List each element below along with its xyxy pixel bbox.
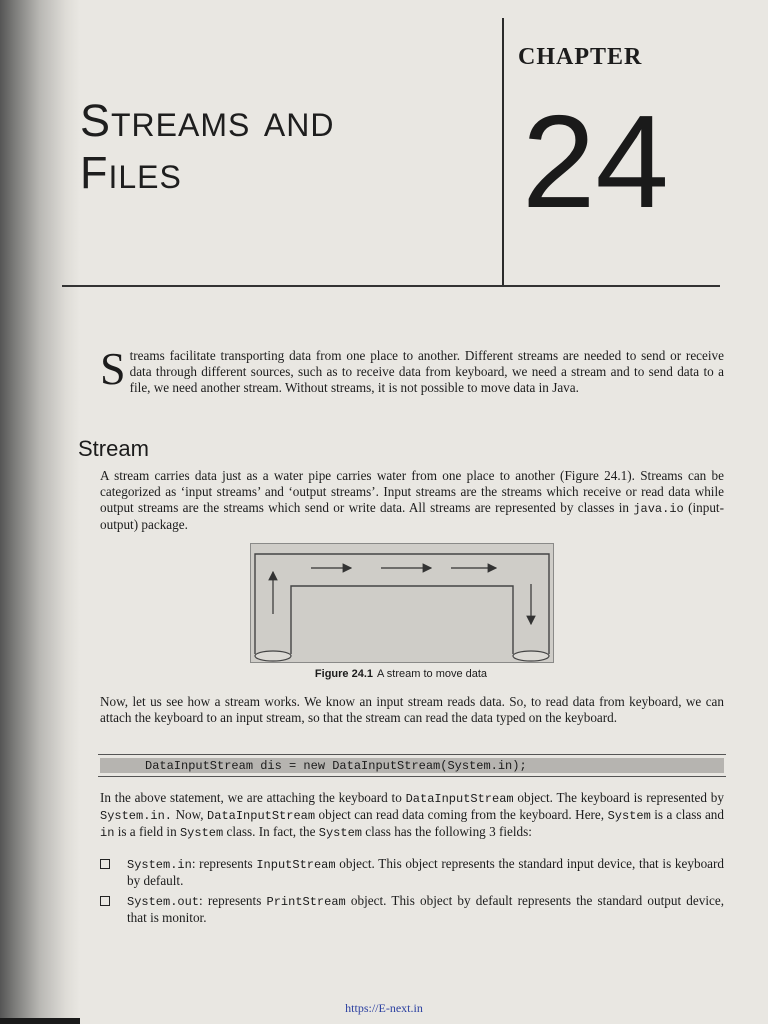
text: : represents: [199, 893, 267, 908]
text: In the above statement, we are attaching the keyboard to: [100, 790, 406, 805]
inline-code: System.out: [127, 895, 200, 909]
inline-code: DataInputStream: [207, 809, 316, 823]
stream-figure: [250, 543, 554, 663]
figure-caption-text: A stream to move data: [377, 668, 488, 680]
drop-cap: S: [100, 343, 126, 394]
code-rule-bottom: [98, 776, 726, 777]
page-bottom-edge: [0, 1018, 80, 1024]
text: : represents: [191, 856, 257, 871]
figure-caption: [250, 668, 552, 680]
pipe-right-opening: [513, 651, 549, 661]
inline-code: System: [318, 826, 362, 840]
code-line: DataInputStream dis = new DataInputStream(System.in);: [145, 759, 527, 773]
text: is a class and: [650, 807, 724, 822]
section-heading: Stream: [78, 436, 149, 461]
inline-code: System.in.: [100, 809, 173, 823]
text: class has the following 3 fields:: [361, 824, 532, 839]
intro-paragraph: [100, 343, 724, 396]
inline-code: DataInputStream: [405, 792, 514, 806]
text: object. The keyboard is represented by: [513, 790, 724, 805]
footer-link[interactable]: https://E-next.in: [345, 1001, 423, 1015]
chapter-title-line-2: Files: [80, 147, 182, 198]
chapter-title: [80, 95, 500, 199]
list-item: [100, 893, 724, 926]
explanation-paragraph: [100, 790, 724, 841]
text: object. This object by default represents the standard output device, that is monitor.: [127, 893, 724, 925]
checkbox-bullet-icon: [100, 859, 110, 869]
stream-paragraph-text: A stream carries data just as a water pipe carries water from one place to another (Figure 24.1). Streams can be categorized as ‘input streams’ and ‘output streams’. Input streams are the streams which receive or read data while output streams are the streams which send or write data. All streams are represented by classes in: [100, 468, 724, 515]
inline-code: System: [179, 826, 224, 840]
text: object can read data coming from the keyboard. Here,: [315, 807, 608, 822]
stream-paragraph: [100, 468, 724, 533]
stream-paragraph-text-end: (input-output) package.: [100, 500, 724, 532]
list-item: [100, 856, 724, 889]
system-fields-list: [100, 856, 724, 930]
text: is a field in: [114, 824, 180, 839]
figure-number: Figure 24.1: [314, 668, 373, 680]
inline-code: PrintStream: [266, 895, 346, 909]
checkbox-bullet-icon: [100, 896, 110, 906]
inline-code: java.io: [633, 502, 684, 516]
text: Now,: [172, 807, 208, 822]
chapter-label: CHAPTER: [518, 44, 643, 70]
pipe-left-opening: [255, 651, 291, 661]
header-vertical-divider: [502, 18, 504, 286]
how-stream-works-paragraph: Now, let us see how a stream works. We know an input stream reads data. So, to read data from keyboard, we can attach the keyboard to an input stream, so that the stream can read the data typed on the keyboard.: [100, 694, 724, 725]
inline-code: System: [607, 809, 651, 823]
inline-code: InputStream: [256, 858, 336, 872]
inline-code: System.in: [127, 858, 192, 872]
inline-code: in: [100, 826, 115, 840]
stream-pipe-diagram: [251, 544, 553, 662]
text: object. This object represents the standard input device, that is keyboard by default.: [127, 856, 724, 888]
code-rule-top: [98, 754, 726, 755]
header-horizontal-divider: [62, 285, 720, 287]
pipe-outline: [255, 554, 549, 654]
chapter-number: 24: [522, 88, 669, 235]
intro-text: treams facilitate transporting data from one place to another. Different streams are needed to send or receive data through different sources, such as to receive data from keyboard, we need a stream and to send data to a file, we need another stream. Without streams, it is not possible to move data in Java.: [129, 348, 724, 395]
text: class. In fact, the: [223, 824, 319, 839]
chapter-title-line-1: Streams and: [80, 95, 335, 146]
